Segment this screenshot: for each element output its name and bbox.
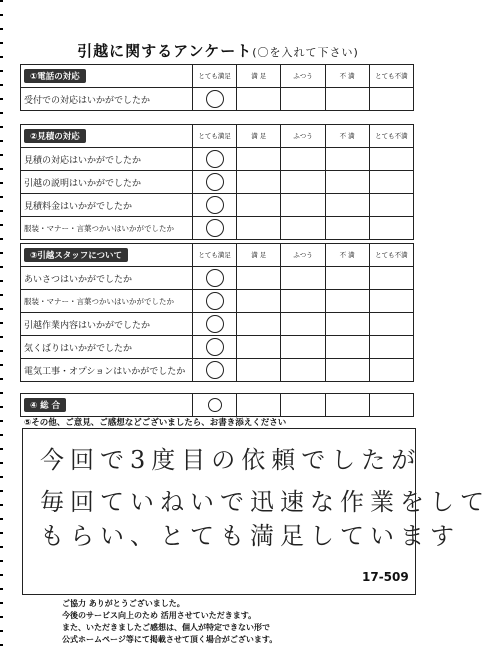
subtitle-text: (〇を入れて下さい) xyxy=(252,46,359,59)
footer-line-3: また、いただきましたご感想は、個人が特定できない形で xyxy=(62,623,270,632)
answer-cell[interactable] xyxy=(281,88,325,111)
header-very-satisfied: とても満足 xyxy=(193,244,237,267)
answer-cell[interactable] xyxy=(369,217,413,240)
answer-cell[interactable] xyxy=(281,394,325,417)
document-code: 17-509 xyxy=(362,570,409,584)
section-2-table xyxy=(20,124,414,240)
answer-cell[interactable] xyxy=(237,88,281,111)
header-neutral: ふつう xyxy=(281,65,325,88)
answer-cell[interactable] xyxy=(237,171,281,194)
answer-cell[interactable] xyxy=(325,313,369,336)
answer-cell[interactable] xyxy=(325,336,369,359)
answer-cell[interactable] xyxy=(369,194,413,217)
title-text: 引越に関するアンケート xyxy=(77,42,253,60)
circle-mark xyxy=(206,269,224,287)
circle-mark xyxy=(206,292,224,310)
circle-mark xyxy=(206,150,224,168)
answer-cell[interactable] xyxy=(237,359,281,382)
header-very-dissatisfied: とても不満 xyxy=(369,244,413,267)
answer-cell[interactable] xyxy=(281,359,325,382)
answer-cell[interactable] xyxy=(325,394,369,417)
answer-very-satisfied[interactable] xyxy=(193,171,237,194)
header-very-satisfied: とても満足 xyxy=(193,65,237,88)
answer-very-satisfied[interactable] xyxy=(193,394,237,417)
comment-line-3: もらい、とても満足しています xyxy=(40,522,460,550)
answer-very-satisfied[interactable] xyxy=(193,148,237,171)
answer-cell[interactable] xyxy=(281,217,325,240)
header-neutral: ふつう xyxy=(281,244,325,267)
answer-cell[interactable] xyxy=(325,267,369,290)
answer-cell[interactable] xyxy=(369,171,413,194)
header-satisfied: 満 足 xyxy=(237,65,281,88)
answer-very-satisfied[interactable] xyxy=(193,313,237,336)
answer-cell[interactable] xyxy=(281,194,325,217)
answer-cell[interactable] xyxy=(369,88,413,111)
answer-cell[interactable] xyxy=(237,313,281,336)
answer-cell[interactable] xyxy=(237,267,281,290)
header-very-dissatisfied: とても不満 xyxy=(369,65,413,88)
answer-cell[interactable] xyxy=(369,394,413,417)
answer-cell[interactable] xyxy=(281,290,325,313)
question-label: 服装・マナー・言葉つかいはいかがでしたか xyxy=(21,290,193,313)
answer-cell[interactable] xyxy=(369,148,413,171)
answer-very-satisfied[interactable] xyxy=(193,290,237,313)
answer-cell[interactable] xyxy=(237,336,281,359)
question-label: 見積料金はいかがでしたか xyxy=(21,194,193,217)
header-dissatisfied: 不 満 xyxy=(325,125,369,148)
question-label: 気くばりはいかがでしたか xyxy=(21,336,193,359)
answer-very-satisfied[interactable] xyxy=(193,336,237,359)
answer-cell[interactable] xyxy=(325,171,369,194)
answer-cell[interactable] xyxy=(281,267,325,290)
scan-edge xyxy=(0,0,3,658)
answer-cell[interactable] xyxy=(237,290,281,313)
question-label: 受付での対応はいかがでしたか xyxy=(21,88,193,111)
header-dissatisfied: 不 満 xyxy=(325,244,369,267)
comment-prompt: ⑤その他、ご意見、ご感想などございましたら、お書き添えください xyxy=(24,418,287,428)
answer-cell[interactable] xyxy=(237,148,281,171)
form-title xyxy=(0,40,436,61)
answer-very-satisfied[interactable] xyxy=(193,194,237,217)
answer-cell[interactable] xyxy=(325,359,369,382)
header-dissatisfied: 不 満 xyxy=(325,65,369,88)
section-2-header: ②見積の対応 xyxy=(21,125,193,148)
circle-mark xyxy=(206,173,224,191)
footer-line-4: 公式ホームページ等にて掲載させて頂く場合がございます。 xyxy=(62,635,278,644)
question-label: あいさつはいかがでしたか xyxy=(21,267,193,290)
answer-cell[interactable] xyxy=(369,359,413,382)
answer-very-satisfied[interactable] xyxy=(193,267,237,290)
answer-cell[interactable] xyxy=(281,336,325,359)
answer-cell[interactable] xyxy=(281,148,325,171)
question-label: 見積の対応はいかがでしたか xyxy=(21,148,193,171)
header-satisfied: 満 足 xyxy=(237,244,281,267)
answer-cell[interactable] xyxy=(325,217,369,240)
circle-mark xyxy=(208,398,222,412)
question-label: 引越の説明はいかがでしたか xyxy=(21,171,193,194)
circle-mark xyxy=(206,315,224,333)
answer-cell[interactable] xyxy=(281,313,325,336)
question-label: 電気工事・オプションはいかがでしたか xyxy=(21,359,193,382)
header-very-satisfied: とても満足 xyxy=(193,125,237,148)
circle-mark xyxy=(206,219,224,237)
section-1-table xyxy=(20,64,414,111)
answer-cell[interactable] xyxy=(281,171,325,194)
section-3-table xyxy=(20,243,414,382)
answer-cell[interactable] xyxy=(325,88,369,111)
overall-label: ④ 総 合 xyxy=(21,394,193,417)
answer-cell[interactable] xyxy=(325,148,369,171)
question-label: 服装・マナー・言葉つかいはいかがでしたか xyxy=(21,217,193,240)
question-label: 引越作業内容はいかがでしたか xyxy=(21,313,193,336)
comment-line-1: 今回で3度目の依頼でしたが xyxy=(40,446,422,474)
footer-thanks: ご協力 ありがとうございました。 xyxy=(62,599,185,608)
answer-cell[interactable] xyxy=(369,313,413,336)
header-very-dissatisfied: とても不満 xyxy=(369,125,413,148)
answer-cell[interactable] xyxy=(369,267,413,290)
section-1-header: ①電話の対応 xyxy=(21,65,193,88)
circle-mark xyxy=(206,90,224,108)
header-satisfied: 満 足 xyxy=(237,125,281,148)
answer-cell[interactable] xyxy=(325,194,369,217)
answer-cell[interactable] xyxy=(237,217,281,240)
comment-line-2: 毎回ていねいで迅速な作業をして xyxy=(40,488,490,516)
answer-very-satisfied[interactable] xyxy=(193,217,237,240)
answer-cell[interactable] xyxy=(237,194,281,217)
circle-mark xyxy=(206,338,224,356)
circle-mark xyxy=(206,361,224,379)
answer-cell[interactable] xyxy=(325,290,369,313)
answer-cell[interactable] xyxy=(369,336,413,359)
answer-cell[interactable] xyxy=(369,290,413,313)
footer-line-2: 今後のサービス向上のため 活用させていただきます。 xyxy=(62,611,257,620)
answer-very-satisfied[interactable] xyxy=(193,88,237,111)
circle-mark xyxy=(206,196,224,214)
header-neutral: ふつう xyxy=(281,125,325,148)
section-4-table xyxy=(20,393,414,417)
answer-cell[interactable] xyxy=(237,394,281,417)
answer-very-satisfied[interactable] xyxy=(193,359,237,382)
section-3-header: ③引越スタッフについて xyxy=(21,244,193,267)
